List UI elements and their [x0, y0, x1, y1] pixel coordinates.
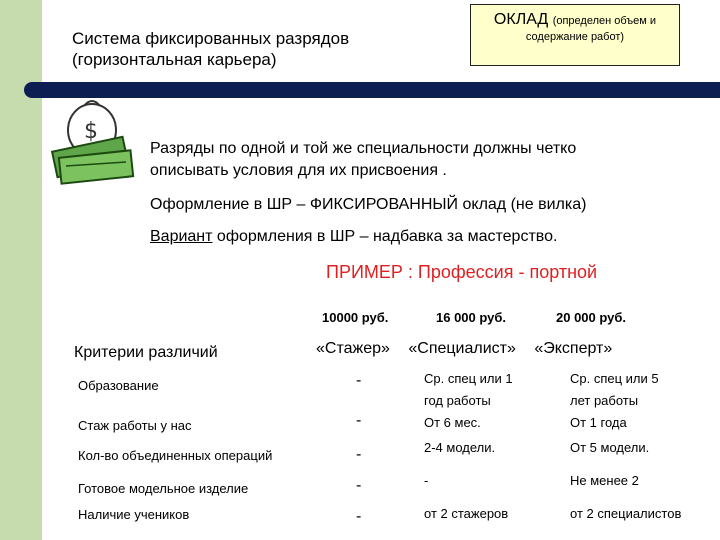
cell-expert-apprentices: от 2 специалистов: [570, 506, 682, 521]
cell-specialist-operations: 2-4 модели.: [424, 440, 496, 455]
row-label-operations: Кол-во объединенных операций: [78, 448, 273, 463]
title-line1: Система фиксированных разрядов: [72, 29, 350, 48]
level-expert: «Эксперт»: [534, 340, 613, 357]
cell-specialist-model-product: -: [424, 473, 429, 488]
cell-text: лет работы: [570, 393, 639, 408]
oklad-note2: содержание работ): [525, 31, 625, 43]
cell-text: год работы: [424, 393, 491, 408]
cell-specialist-tenure: От 6 мес.: [424, 415, 481, 430]
para3-underlined: Вариант: [150, 228, 213, 245]
row-label-model-product: Готовое модельное изделие: [78, 481, 249, 496]
cell-specialist-education: [424, 368, 513, 412]
cell-expert-education: [570, 368, 659, 412]
paragraph-2: Оформление в ШР – ФИКСИРОВАННЫЙ оклад (не вилка): [150, 196, 587, 213]
para1-line1: Разряды по одной и той же специальности должны четко: [150, 140, 577, 157]
cell-trainee-apprentices: -: [356, 508, 362, 525]
paragraph-1: [150, 138, 576, 182]
cell-trainee-education: -: [356, 372, 362, 389]
svg-text:$: $: [84, 119, 98, 144]
para1-line2: описывать условия для их присвоения .: [150, 162, 447, 179]
cell-expert-model-product: Не менее 2: [570, 473, 639, 488]
level-specialist: «Специалист»: [408, 340, 516, 357]
cell-trainee-model-product: -: [356, 477, 362, 494]
salary-expert: 20 000 руб.: [556, 310, 627, 325]
oklad-label: ОКЛАД: [493, 11, 549, 28]
money-icon: [46, 96, 141, 186]
row-label-education: Образование: [78, 378, 159, 393]
left-decor-band: [0, 0, 42, 540]
cell-text: Ср. спец или 1: [424, 371, 513, 386]
cell-specialist-apprentices: от 2 стажеров: [424, 506, 509, 521]
slide-title: [72, 28, 349, 70]
title-line2: (горизонтальная карьера): [72, 50, 277, 69]
cell-expert-operations: От 5 модели.: [570, 440, 650, 455]
criteria-heading: Критерии различий: [74, 344, 218, 361]
level-trainee: «Стажер»: [316, 340, 390, 357]
paragraph-3: [150, 226, 557, 248]
salary-specialist: 16 000 руб.: [436, 310, 507, 325]
oklad-box: [470, 4, 680, 66]
cell-trainee-operations: -: [356, 446, 362, 463]
cell-expert-tenure: От 1 года: [570, 415, 627, 430]
cell-trainee-tenure: -: [356, 412, 362, 429]
example-title: ПРИМЕР : Профессия - портной: [326, 262, 598, 282]
salary-trainee: 10000 руб.: [322, 310, 389, 325]
levels-row: [316, 340, 626, 358]
oklad-note: (определен объем и: [552, 15, 657, 27]
row-label-apprentices: Наличие учеников: [78, 507, 190, 522]
para3-rest: оформления в ШР – надбавка за мастерство.: [212, 228, 558, 245]
row-label-tenure: Стаж работы у нас: [78, 418, 192, 433]
cell-text: Ср. спец или 5: [570, 371, 659, 386]
